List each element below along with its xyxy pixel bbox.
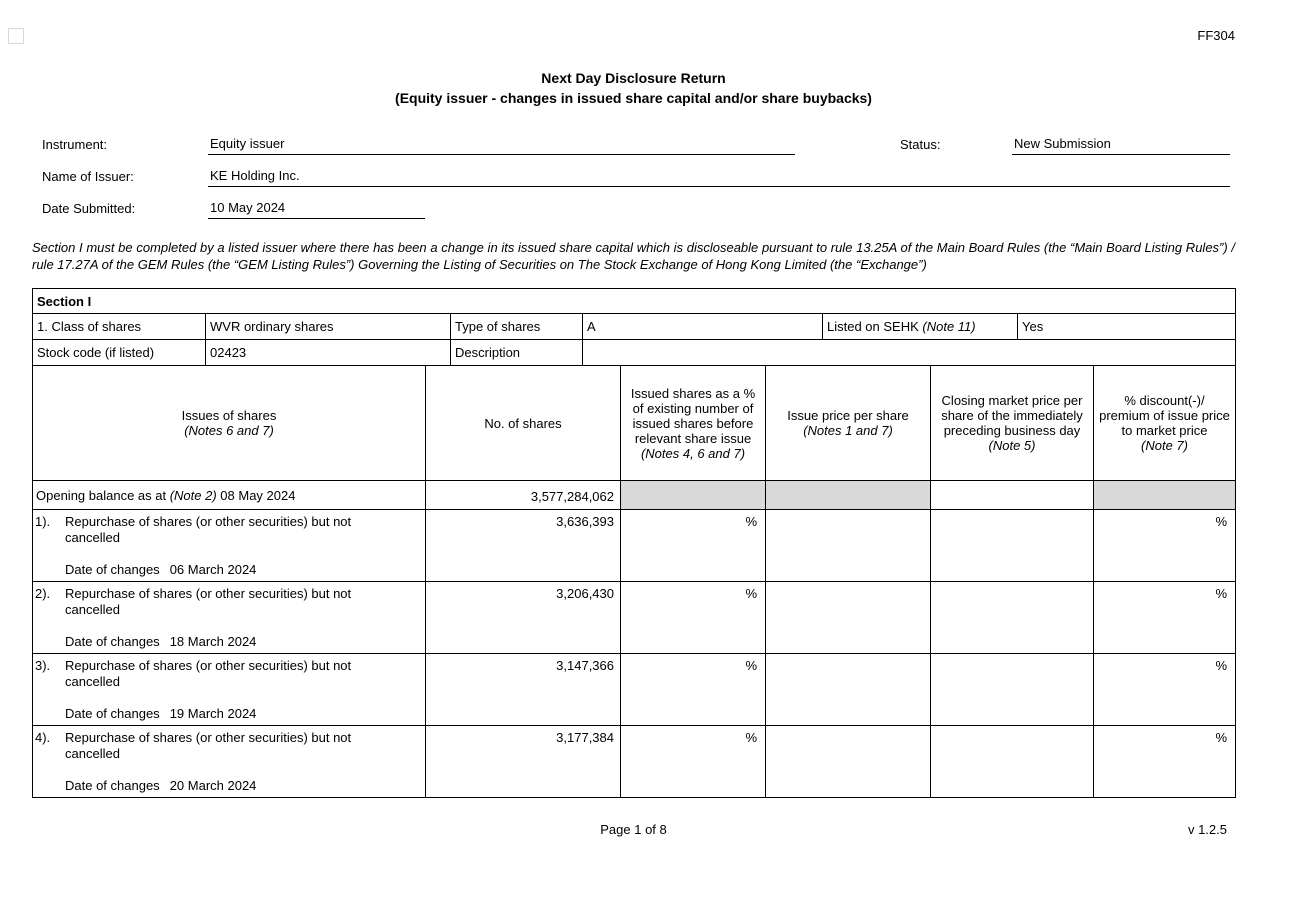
shares-table-header-row: [33, 366, 1236, 481]
row-issue-price: [766, 654, 931, 726]
status-label: Status:: [900, 137, 941, 152]
row-closing-price: [931, 582, 1094, 654]
row-issue-price: [766, 510, 931, 582]
row-date-line: [65, 706, 421, 721]
issuer-label: Name of Issuer:: [42, 169, 134, 184]
opening-balance-row: [33, 481, 1236, 510]
form-meta: [32, 136, 1235, 219]
intro-paragraph: Section I must be completed by a listed issuer where there has been a change in its issued share capital which is discloseable pursuant to rule 13.25A of the Main Board Rules (the “Main Board Listing Rules”) / rule 17.27A of the GEM Rules (the “GEM Listing Rules”) Governing the Listing of Securities on The Stock Exchange of Hong Kong Limited (the “Exchange”): [32, 240, 1235, 272]
table-row-2: [33, 582, 1236, 654]
col-header-text: Issues of shares: [181, 408, 277, 423]
col-header-text: Issue price per share: [787, 408, 909, 423]
col-header-issues-of-shares: [33, 366, 426, 481]
col-header-issued-shares-pct: [621, 366, 766, 481]
date-of-changes-label: Date of changes: [65, 706, 160, 721]
date-submitted-label: Date Submitted:: [42, 201, 136, 216]
date-of-changes-value: 20 March 2024: [169, 778, 257, 793]
col-header-closing-price: [931, 366, 1094, 481]
row-issue-price: [766, 582, 931, 654]
row-description: Repurchase of shares (or other securities) but not cancelled: [65, 730, 352, 761]
row-description-cell: [33, 510, 426, 582]
row-number: 1).: [35, 514, 51, 529]
row-description: Repurchase of shares (or other securities) but not cancelled: [65, 514, 352, 545]
row-issued-pct: %: [621, 582, 766, 654]
opening-discount-cell: [1094, 481, 1236, 510]
stock-code-value: 02423: [206, 340, 451, 366]
row-description: Repurchase of shares (or other securities) but not cancelled: [65, 658, 352, 689]
col-header-text: No. of shares: [484, 415, 562, 431]
table-row-3: [33, 654, 1236, 726]
table-row-1: [33, 510, 1236, 582]
stock-code-row: [33, 340, 1236, 366]
stock-code-label: Stock code (if listed): [33, 340, 206, 366]
instrument-row: [32, 136, 1235, 155]
listed-label-text: Listed on SEHK: [827, 319, 923, 334]
col-header-note: (Notes 1 and 7): [803, 423, 893, 438]
opening-issue-price-cell: [766, 481, 931, 510]
row-discount-pct: %: [1094, 726, 1236, 798]
description-value: [583, 340, 1236, 366]
issuer-row: [32, 168, 1235, 187]
col-header-note: (Notes 6 and 7): [184, 423, 274, 438]
page-content: [32, 0, 1235, 842]
form-code: FF304: [1197, 28, 1235, 43]
row-description-cell: [33, 726, 426, 798]
date-of-changes-label: Date of changes: [65, 634, 160, 649]
opening-balance-shares: 3,577,284,062: [426, 481, 621, 510]
row-discount-pct: %: [1094, 582, 1236, 654]
type-of-shares-label: Type of shares: [451, 314, 583, 340]
section1-title: Section I: [33, 289, 1236, 314]
date-of-changes-label: Date of changes: [65, 778, 160, 793]
section1-title-row: [33, 289, 1236, 314]
class-of-shares-value: WVR ordinary shares: [206, 314, 451, 340]
row-no-of-shares: 3,206,430: [426, 582, 621, 654]
row-date-line: [65, 778, 421, 793]
row-number: 4).: [35, 730, 51, 745]
date-of-changes-value: 06 March 2024: [169, 562, 257, 577]
section1-header-table: [32, 288, 1236, 366]
col-header-note: (Note 5): [988, 438, 1036, 453]
col-header-text: Issued shares as a % of existing number of issued shares before relevant share issue: [630, 385, 756, 446]
opening-label-text: Opening balance as at: [36, 487, 170, 503]
issuer-field: KE Holding Inc.: [208, 168, 1230, 187]
row-description-cell: [33, 654, 426, 726]
row-no-of-shares: 3,177,384: [426, 726, 621, 798]
title-block: [32, 68, 1235, 108]
table-row-4: [33, 726, 1236, 798]
opening-closing-price-cell: [931, 481, 1094, 510]
row-discount-pct: %: [1094, 654, 1236, 726]
col-header-text: % discount(-)/ premium of issue price to market price: [1099, 393, 1230, 438]
col-header-discount-premium: [1094, 366, 1236, 481]
description-label: Description: [451, 340, 583, 366]
col-header-issue-price: [766, 366, 931, 481]
row-closing-price: [931, 726, 1094, 798]
row-issued-pct: %: [621, 726, 766, 798]
page-number: Page 1 of 8: [600, 822, 667, 837]
row-number: 3).: [35, 658, 51, 673]
version-label: v 1.2.5: [1187, 822, 1227, 837]
row-issued-pct: %: [621, 510, 766, 582]
shares-table: [32, 365, 1236, 798]
instrument-label: Instrument:: [42, 137, 108, 152]
page-subtitle: (Equity issuer - changes in issued share capital and/or share buybacks): [395, 90, 872, 106]
row-description: Repurchase of shares (or other securities) but not cancelled: [65, 586, 352, 617]
opening-label-note: (Note 2): [169, 487, 217, 503]
opening-balance-label: [33, 481, 426, 510]
listed-on-sehk-label: [823, 314, 1018, 340]
col-header-no-of-shares: [426, 366, 621, 481]
col-header-note: (Notes 4, 6 and 7): [640, 445, 746, 461]
status-field: New Submission: [1012, 136, 1230, 155]
row-issue-price: [766, 726, 931, 798]
row-no-of-shares: 3,636,393: [426, 510, 621, 582]
listed-on-sehk-value: Yes: [1018, 314, 1236, 340]
row-date-line: [65, 634, 421, 649]
row-number: 2).: [35, 586, 51, 601]
row-description-cell: [33, 582, 426, 654]
col-header-note: (Note 7): [1141, 438, 1188, 453]
instrument-field: Equity issuer: [208, 136, 795, 155]
row-issued-pct: %: [621, 654, 766, 726]
row-closing-price: [931, 510, 1094, 582]
date-submitted-row: [32, 200, 1235, 219]
opening-label-date: 08 May 2024: [216, 487, 296, 503]
type-of-shares-value: A: [583, 314, 823, 340]
date-of-changes-value: 18 March 2024: [169, 634, 257, 649]
date-of-changes-label: Date of changes: [65, 562, 160, 577]
opening-issued-pct-cell: [621, 481, 766, 510]
date-submitted-field: 10 May 2024: [208, 200, 425, 219]
row-date-line: [65, 562, 421, 577]
page-footer: [32, 822, 1235, 842]
date-of-changes-value: 19 March 2024: [169, 706, 257, 721]
corner-box: [8, 28, 24, 44]
row-closing-price: [931, 654, 1094, 726]
col-header-text: Closing market price per share of the immediately preceding business day: [941, 393, 1083, 438]
listed-label-note: (Note 11): [922, 319, 976, 334]
row-discount-pct: %: [1094, 510, 1236, 582]
class-of-shares-label: 1. Class of shares: [33, 314, 206, 340]
class-of-shares-row: [33, 314, 1236, 340]
page-title: Next Day Disclosure Return: [541, 70, 726, 86]
row-no-of-shares: 3,147,366: [426, 654, 621, 726]
